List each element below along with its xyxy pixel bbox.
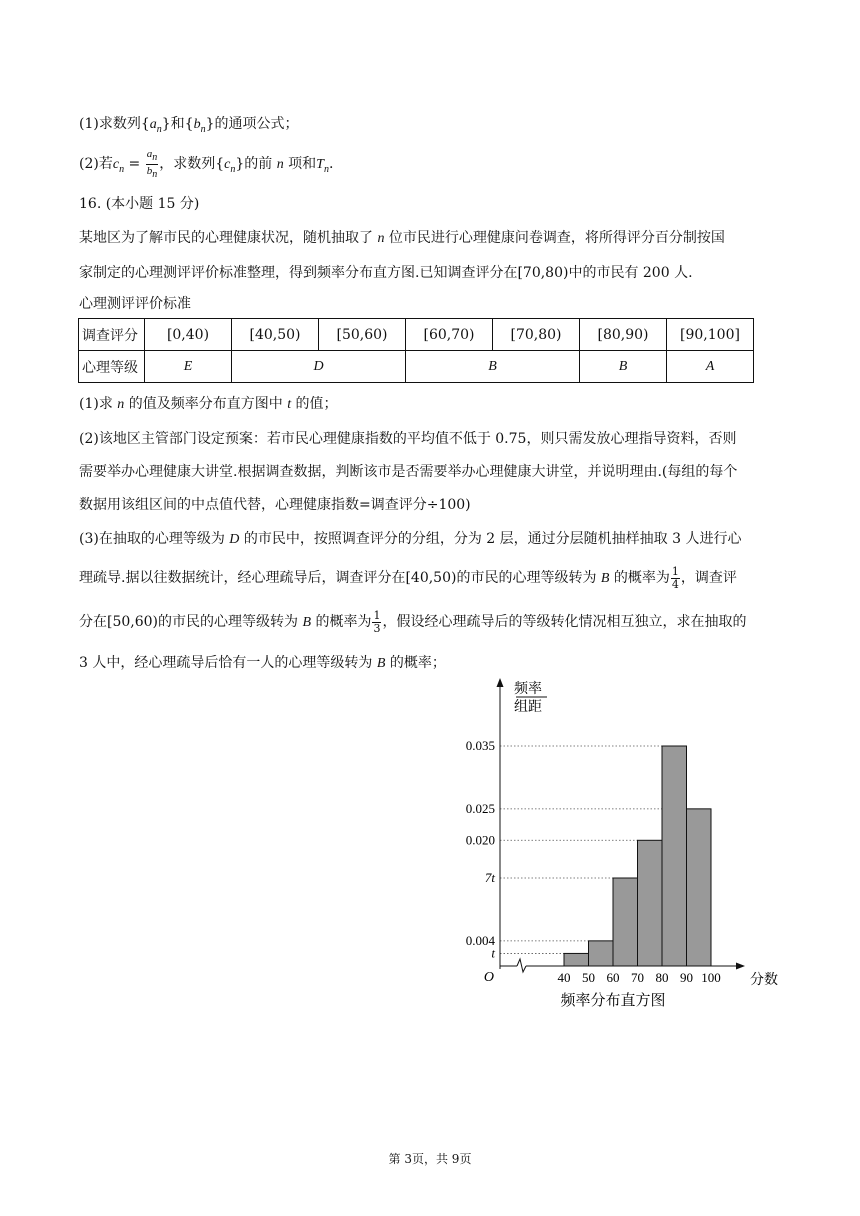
origin-label: O (483, 970, 494, 985)
q16-part2-line3: 数据用该组区间的中点值代替，心理健康指数=调查评分÷100) (79, 497, 471, 513)
axis-break-mark (517, 959, 526, 972)
text: ，假设经心理疏导后的等级转化情况相互独立，求在抽取的 (382, 614, 747, 631)
cell-interval: [90,100] (667, 319, 754, 351)
histogram-bar-90-100 (687, 809, 712, 966)
cell-level: A (667, 351, 754, 383)
cell-level: D (232, 351, 406, 383)
sub-n: n (230, 163, 236, 175)
text: }的前 (235, 156, 277, 173)
var-n: n (377, 231, 385, 246)
text: 理疏导.据以往数据统计，经心理疏导后，调查评分在[40,50)的市民的心理等级转为 (79, 570, 601, 587)
numerator: 1 (671, 565, 679, 578)
y-tick-label: 0.035 (465, 738, 495, 753)
x-tick-label: 60 (606, 970, 620, 985)
denominator: 4 (671, 577, 679, 591)
table-head-score: 调查评分 (79, 319, 145, 351)
text: (1)求 (79, 396, 118, 412)
text: 项和 (283, 156, 317, 173)
cell-interval: [80,90) (580, 319, 667, 351)
y-label-denominator: 组距 (514, 700, 542, 715)
q16-part3-line2 (79, 566, 737, 590)
q15-part1 (79, 113, 299, 135)
sub-n: n (156, 123, 162, 135)
text: 位市民进行心理健康问卷调查，将所得评分百分制按国 (384, 230, 725, 246)
page-footer: 第 3页，共 9页 (388, 1152, 472, 1166)
x-tick-label: 50 (582, 970, 595, 985)
cell-level: B (406, 351, 580, 383)
q16-part3-line3 (79, 610, 746, 634)
var-b: b (193, 117, 201, 132)
evaluation-standard-table (78, 318, 754, 383)
text: }和{ (161, 116, 194, 132)
text: }的通项公式； (205, 116, 299, 132)
q16-part3-line1 (79, 528, 741, 548)
q16-part2-line1: (2)该地区主管部门设定预案：若市民心理健康指数的平均值不低于 0.75，则只需发放心理指导资料，否则 (79, 431, 737, 447)
chart-title: 频率分布直方图 (560, 993, 666, 1009)
text: 的概率为 (311, 614, 372, 631)
text: 的概率为 (609, 570, 670, 587)
q16-part3-line4 (79, 652, 446, 672)
text: 某地区为了解市民的心理健康状况，随机抽取了 (79, 230, 378, 246)
sub-n: n (152, 168, 158, 180)
text: ，调查评 (680, 570, 737, 587)
var-c: c (224, 157, 231, 173)
y-tick-label: 0.004 (465, 932, 495, 948)
text: 的值及频率分布直方图中 (124, 396, 288, 412)
q15-part2 (79, 148, 333, 180)
histogram-bars (564, 746, 711, 966)
table-row-levels (79, 351, 754, 383)
histogram-bar-50-60 (589, 941, 614, 966)
sub-n: n (323, 163, 329, 175)
table-row-scores (79, 319, 754, 351)
y-tick-labels (466, 738, 496, 960)
var-n: n (117, 397, 125, 412)
equals: = (124, 156, 145, 173)
text: 3 人中，经心理疏导后恰有一人的心理等级转为 (79, 655, 377, 671)
fraction-an-bn (146, 148, 159, 180)
q16-intro-line1 (79, 227, 725, 247)
var-B: B (376, 656, 386, 671)
x-tick-label: 90 (680, 970, 693, 985)
y-axis-arrow (497, 678, 504, 687)
text: (2)若 (79, 156, 113, 173)
var-D: D (229, 532, 240, 547)
var-n: n (276, 157, 284, 173)
text: 分在[50,60)的市民的心理等级转为 (79, 614, 303, 631)
cell-interval: [60,70) (406, 319, 493, 351)
text: 的市民中，按照调查评分的分组，分为 2 层，通过分层随机抽样抽取 3 人进行心 (239, 531, 742, 547)
text: (3)在抽取的心理等级为 (79, 531, 230, 547)
cell-level: B (580, 351, 667, 383)
cell-interval: [50,60) (319, 319, 406, 351)
y-label-numerator: 频率 (514, 682, 542, 697)
x-tick-label: 80 (655, 970, 669, 985)
q16-header: 16. (本小题 15 分) (79, 196, 200, 212)
text: 的概率； (385, 655, 446, 671)
fraction-one-quarter (671, 566, 680, 590)
cell-interval: [40,50) (232, 319, 319, 351)
q16-intro-line2: 家制定的心理测评评价标准整理，得到频率分布直方图.已知调查评分在[70,80)中的市民有 200 人. (79, 265, 693, 281)
numerator: 1 (373, 609, 381, 622)
sub-n: n (119, 163, 125, 175)
cell-level: E (145, 351, 232, 383)
denominator: 3 (373, 621, 381, 635)
y-tick-label: 0.020 (465, 832, 495, 848)
sub-n: n (152, 152, 158, 164)
y-tick-label: 7t (484, 870, 495, 885)
histogram-bar-80-90 (662, 746, 687, 966)
text: 的值； (291, 396, 338, 412)
var-t: t (287, 397, 292, 412)
x-tick-label: 40 (557, 970, 571, 985)
q16-part2-line2: 需要举办心理健康大讲堂.根据调查数据，判断该市是否需要举办心理健康大讲堂，并说明理由.(每组的每个 (79, 464, 738, 480)
x-axis-label: 分数 (750, 973, 778, 988)
x-tick-label: 70 (631, 970, 644, 985)
var-B: B (302, 615, 312, 631)
var-a: a (146, 148, 153, 160)
x-tick-labels (558, 970, 721, 985)
histogram-bar-70-80 (638, 840, 663, 966)
var-B: B (600, 571, 610, 587)
fraction-one-third (372, 610, 381, 634)
y-axis-label (514, 681, 547, 715)
var-c: c (112, 157, 120, 173)
frequency-histogram (450, 672, 800, 1022)
x-tick-label: 100 (701, 970, 721, 985)
table-head-level: 心理等级 (79, 351, 145, 383)
cell-interval: [70,80) (493, 319, 580, 351)
text: (1)求数列{ (79, 116, 150, 132)
q16-part1 (79, 393, 338, 413)
text: . (328, 156, 334, 173)
var-T: T (316, 157, 324, 173)
y-tick-label: t (491, 945, 495, 961)
histogram-bar-40-50 (564, 953, 589, 966)
text: ，求数列{ (159, 156, 225, 173)
var-b: b (146, 164, 153, 177)
var-a: a (149, 117, 157, 132)
histogram-bar-60-70 (613, 878, 638, 966)
x-axis-arrow (736, 963, 745, 970)
table-title: 心理测评评价标准 (79, 296, 191, 312)
y-tick-label: 0.025 (465, 800, 495, 816)
cell-interval: [0,40) (145, 319, 232, 351)
sub-n: n (200, 123, 206, 135)
